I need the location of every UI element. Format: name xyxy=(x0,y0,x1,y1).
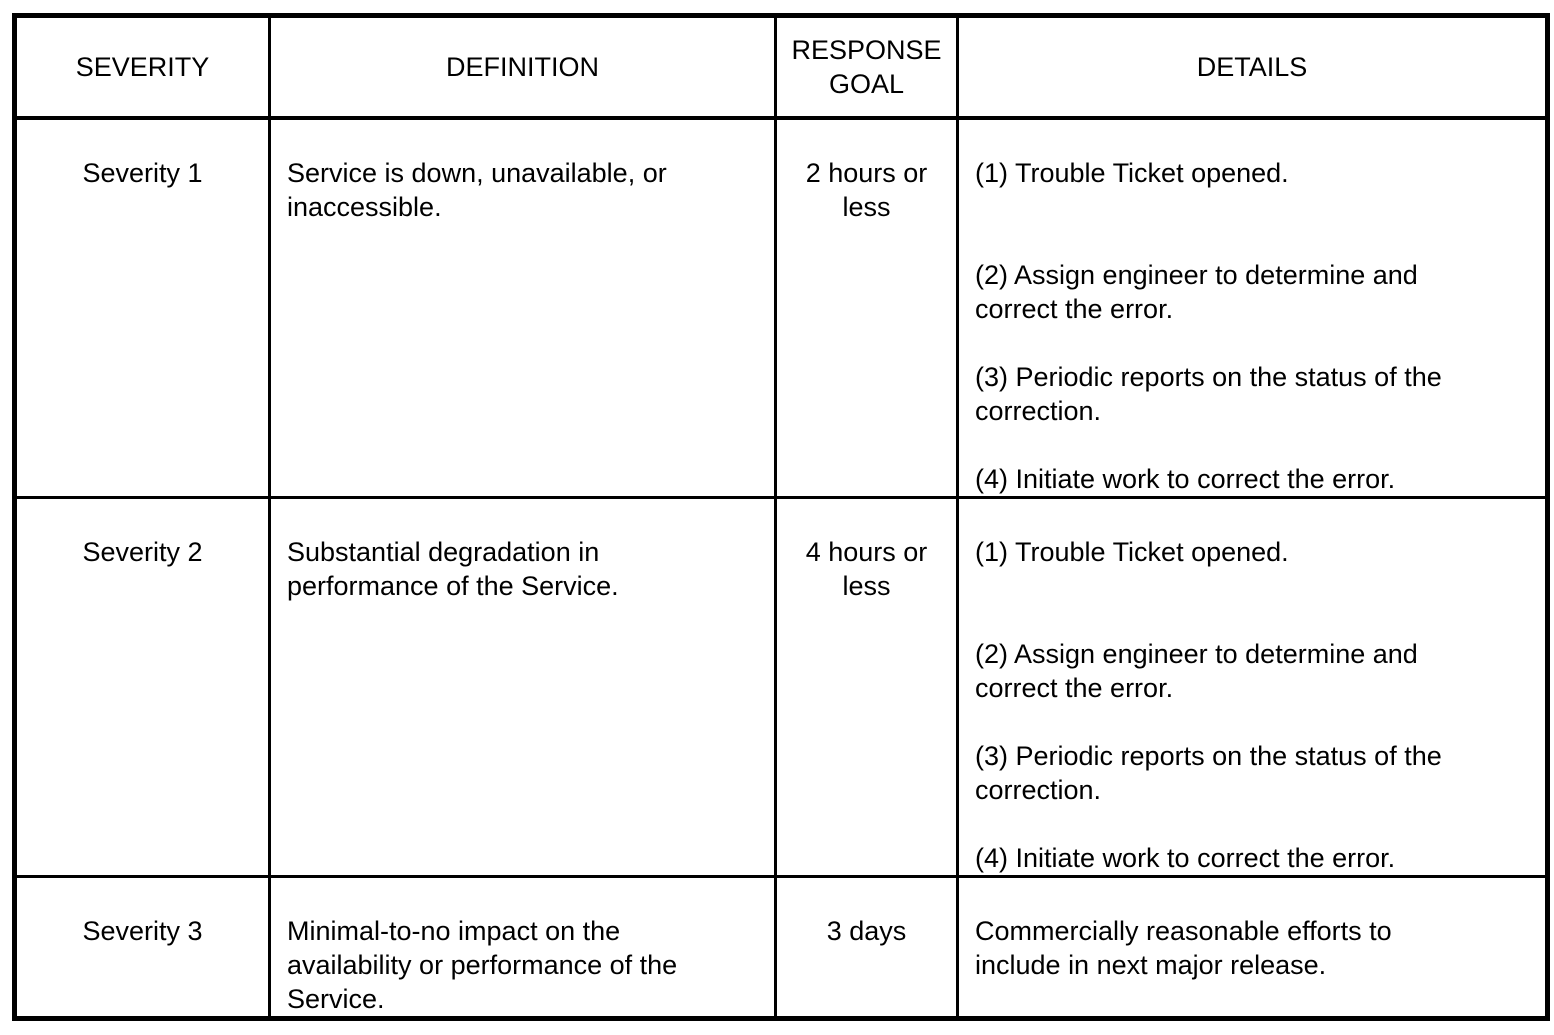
severity-cell: Severity 1 xyxy=(15,118,270,498)
column-header-severity: SEVERITY xyxy=(15,16,270,118)
details-item: (2) Assign engineer to determine and correct the error. xyxy=(975,638,1418,703)
table-row-severity-1 xyxy=(15,118,1548,498)
details-cell xyxy=(958,118,1548,498)
details-item: (4) Initiate work to correct the error. xyxy=(975,463,1396,494)
column-header-definition: DEFINITION xyxy=(270,16,776,118)
table-row-severity-3 xyxy=(15,876,1548,1018)
details-item: (4) Initiate work to correct the error. xyxy=(975,842,1396,873)
definition-cell: Substantial degradation in performance of the Service. xyxy=(270,497,776,876)
column-header-response-goal: RESPONSE GOAL xyxy=(776,16,958,118)
response-goal-cell: 2 hours or less xyxy=(776,118,958,498)
details-item: (3) Periodic reports on the status of the correction. xyxy=(975,740,1442,805)
severity-cell: Severity 2 xyxy=(15,497,270,876)
table-header-row xyxy=(15,16,1548,118)
response-goal-cell: 4 hours or less xyxy=(776,497,958,876)
severity-table xyxy=(12,13,1550,1021)
details-cell xyxy=(958,876,1548,1018)
details-item: (3) Periodic reports on the status of the correction. xyxy=(975,361,1442,426)
definition-cell: Minimal-to-no impact on the availability or performance of the Service. xyxy=(270,876,776,1018)
response-goal-cell: 3 days xyxy=(776,876,958,1018)
details-item: Commercially reasonable efforts to include in next major release. xyxy=(975,915,1392,980)
details-item: (1) Trouble Ticket opened. xyxy=(975,157,1289,188)
severity-cell: Severity 3 xyxy=(15,876,270,1018)
details-cell xyxy=(958,497,1548,876)
details-item: (1) Trouble Ticket opened. xyxy=(975,536,1289,567)
column-header-details: DETAILS xyxy=(958,16,1548,118)
definition-cell: Service is down, unavailable, or inaccessible. xyxy=(270,118,776,498)
details-item: (2) Assign engineer to determine and correct the error. xyxy=(975,259,1418,324)
table-row-severity-2 xyxy=(15,497,1548,876)
